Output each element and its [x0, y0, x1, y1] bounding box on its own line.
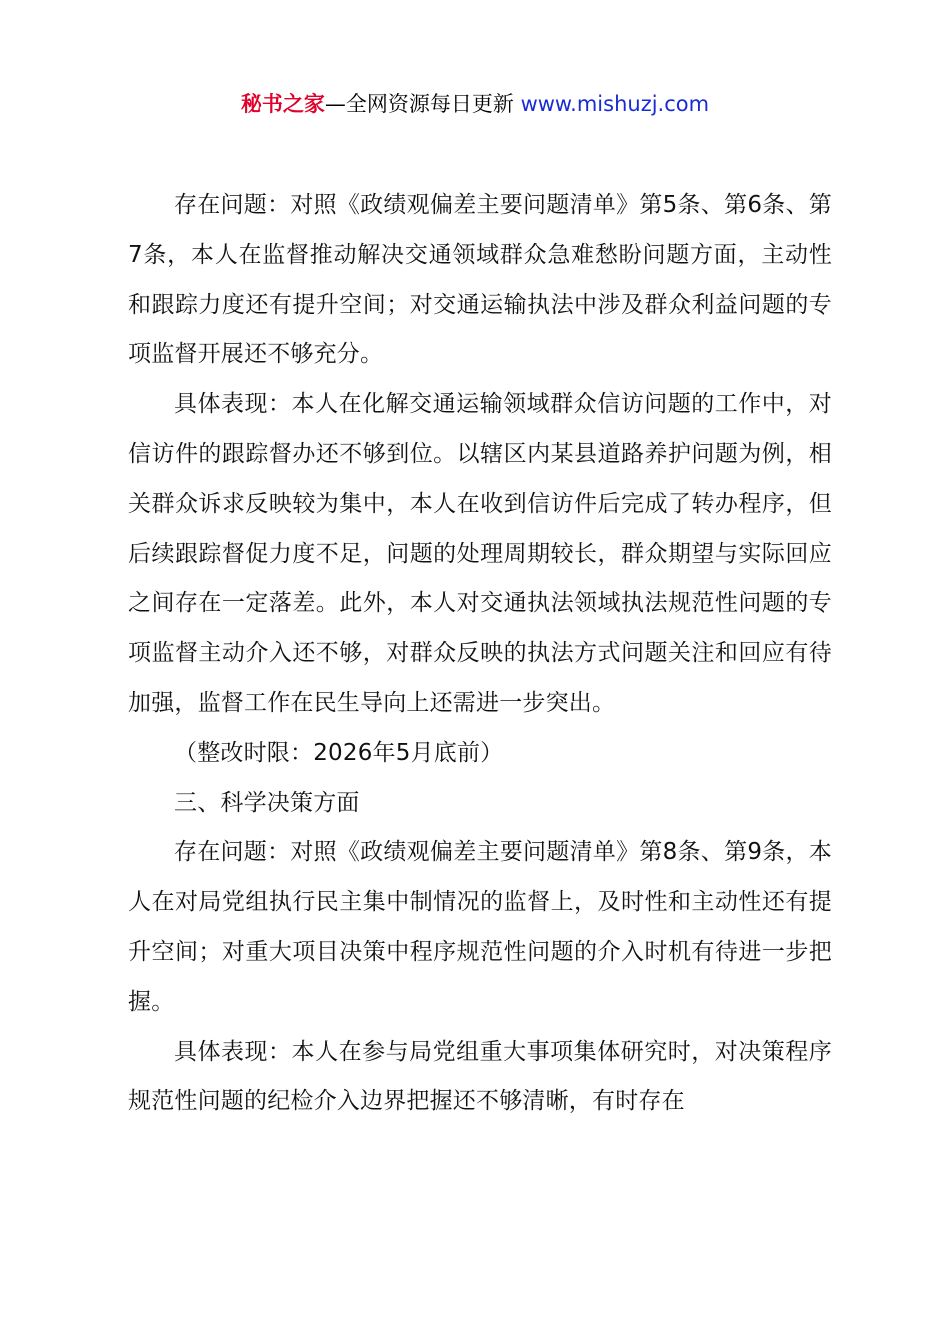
site-brand: 秘书之家	[240, 92, 325, 116]
paragraph-deadline: （整改时限：2026年5月底前）	[174, 739, 504, 766]
document-body	[128, 181, 832, 1127]
section-heading: 三、科学决策方面	[174, 789, 360, 816]
site-url[interactable]: www.mishuzj.com	[520, 92, 710, 116]
site-tagline: —全网资源每日更新	[324, 92, 521, 116]
paragraph-detail-2: 具体表现：本人在参与局党组重大事项集体研究时，对决策程序规范性问题的纪检介入边界把握还不够清晰，有时存在	[128, 1038, 832, 1115]
site-header	[0, 88, 950, 120]
paragraph-detail-1: 具体表现：本人在化解交通运输领域群众信访问题的工作中，对信访件的跟踪督办还不够到位。以辖区内某县道路养护问题为例，相关群众诉求反映较为集中，本人在收到信访件后完成了转办程序，但后续跟踪督促力度不足，问题的处理周期较长，群众期望与实际回应之间存在一定落差。此外，本人对交通执法领域执法规范性问题的专项监督主动介入还不够，对群众反映的执法方式问题关注和回应有待加强，监督工作在民生导向上还需进一步突出。	[128, 391, 832, 716]
paragraph-problem-2: 存在问题：对照《政绩观偏差主要问题清单》第8条、第9条，本人在对局党组执行民主集中制情况的监督上，及时性和主动性还有提升空间；对重大项目决策中程序规范性问题的介入时机有待进一步把握。	[128, 839, 832, 1015]
paragraph-problem-1: 存在问题：对照《政绩观偏差主要问题清单》第5条、第6条、第7条，本人在监督推动解决交通领域群众急难愁盼问题方面，主动性和跟踪力度还有提升空间；对交通运输执法中涉及群众利益问题的专项监督开展还不够充分。	[128, 192, 832, 368]
